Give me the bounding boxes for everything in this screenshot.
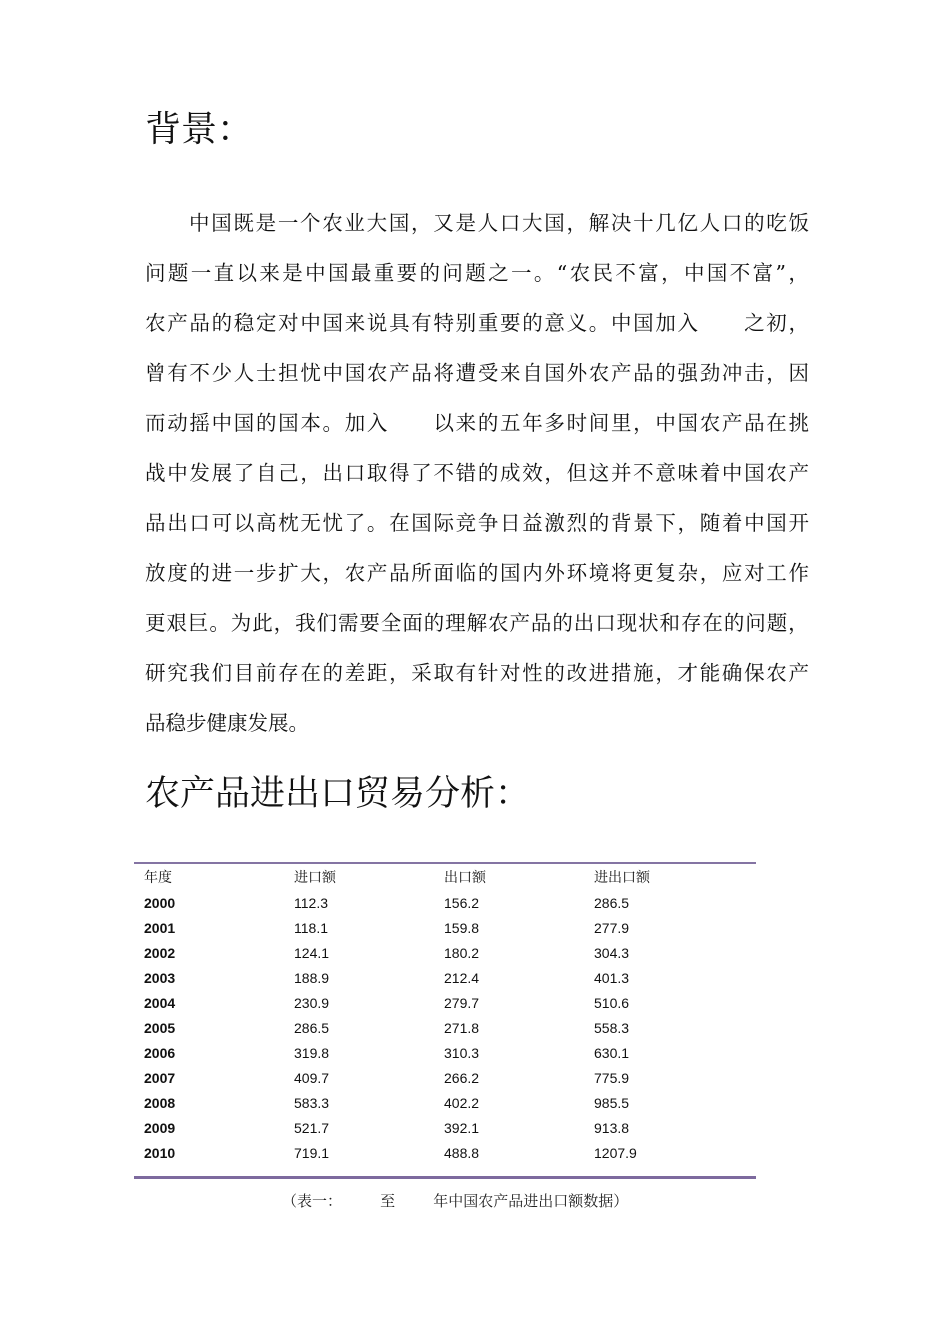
paragraph-line: 放 度 的 进 一 步 扩 大 ， 农 产 品 所 面 临 的 国 内 外 环 境 将 更 复 杂 ， 应 对 工 作 (145, 561, 809, 585)
cell-import: 319.8 (294, 1045, 330, 1061)
paragraph-line: 研 究 我 们 目 前 存 在 的 差 距 ， 采 取 有 针 对 性 的 改 进 措 施 ， 才 能 确 保 农 产 (145, 661, 809, 685)
cell-total: 401.3 (594, 970, 630, 986)
table-row (134, 1016, 756, 1041)
paragraph-line: 中 国 既 是 一 个 农 业 大 国 ， 又 是 人 口 大 国 ， 解 决 十 几 亿 人 口 的 吃 饭 (189, 211, 809, 235)
cell-total: 558.3 (594, 1020, 630, 1036)
table-row (134, 916, 756, 941)
cell-year: 2009 (144, 1120, 176, 1136)
cell-import: 583.3 (294, 1095, 330, 1111)
cell-total: 1207.9 (594, 1145, 637, 1161)
cell-export: 266.2 (444, 1070, 480, 1086)
table-row (134, 991, 756, 1016)
table-row (134, 1116, 756, 1141)
table-row (134, 1066, 756, 1091)
cell-year: 2007 (144, 1070, 176, 1086)
paragraph-line: 战 中 发 展 了 自 己 ， 出 口 取 得 了 不 错 的 成 效 ， 但 这 并 不 意 味 着 中 国 农 产 (145, 461, 809, 485)
table-row (134, 891, 756, 916)
paragraph-line: 更 艰 巨 。 为 此 ， 我 们 需 要 全 面 的 理 解 农 产 品 的 出 口 现 状 和 存 在 的 问 题 ， (145, 611, 809, 635)
cell-year: 2000 (144, 895, 176, 911)
header-import: 进口额 (294, 870, 336, 886)
cell-import: 286.5 (294, 1020, 330, 1036)
paragraph-line: 问 题 一 直 以 来 是 中 国 最 重 要 的 问 题 之 一 。 “ 农 民 不 富 ， 中 国 不 富 ” ， (145, 261, 809, 285)
cell-export: 279.7 (444, 995, 480, 1011)
cell-export: 156.2 (444, 895, 480, 911)
table-row (134, 966, 756, 991)
cell-total: 985.5 (594, 1095, 630, 1111)
table-caption: （表一： 至 年中国农产品进出口额数据） (282, 1192, 629, 1210)
cell-export: 488.8 (444, 1145, 480, 1161)
header-export: 出口额 (444, 870, 486, 886)
cell-export: 402.2 (444, 1095, 480, 1111)
cell-total: 630.1 (594, 1045, 630, 1061)
background-paragraph (145, 198, 809, 748)
header-year: 年度 (144, 870, 172, 886)
paragraph-line: 而 动 摇 中 国 的 国 本 。 加 入 以 来 的 五 年 多 时 间 里 ， 中 国 农 产 品 在 挑 (145, 411, 809, 435)
table-row (134, 1041, 756, 1066)
cell-year: 2004 (144, 995, 176, 1011)
paragraph-line: 品 出 口 可 以 高 枕 无 忧 了 。 在 国 际 竞 争 日 益 激 烈 的 背 景 下 ， 随 着 中 国 开 (145, 511, 809, 535)
cell-year: 2008 (144, 1095, 176, 1111)
section-title-trade-analysis: 农产品进出口贸易分析： (145, 774, 531, 814)
cell-export: 159.8 (444, 920, 480, 936)
table-row (134, 1141, 756, 1166)
cell-total: 286.5 (594, 895, 630, 911)
cell-import: 112.3 (294, 895, 328, 911)
cell-year: 2003 (144, 970, 176, 986)
cell-export: 212.4 (444, 970, 480, 986)
cell-export: 180.2 (444, 945, 480, 961)
cell-year: 2001 (144, 920, 176, 936)
cell-import: 521.7 (294, 1120, 330, 1136)
cell-export: 310.3 (444, 1045, 480, 1061)
cell-year: 2006 (144, 1045, 176, 1061)
cell-export: 392.1 (444, 1120, 480, 1136)
table-top-rule (134, 862, 756, 864)
cell-total: 913.8 (594, 1120, 630, 1136)
paragraph-line: 曾 有 不 少 人 士 担 忧 中 国 农 产 品 将 遭 受 来 自 国 外 农 产 品 的 强 劲 冲 击 ， 因 (145, 361, 809, 385)
section-title-background: 背景： (145, 109, 254, 150)
table-row (134, 1091, 756, 1116)
table-bottom-rule (134, 1176, 756, 1179)
cell-import: 124.1 (294, 945, 330, 961)
cell-import: 719.1 (294, 1145, 330, 1161)
paragraph-line: 品稳步健康发展。 (145, 711, 309, 735)
table-header-row (134, 866, 756, 891)
cell-export: 271.8 (444, 1020, 480, 1036)
cell-total: 775.9 (594, 1070, 630, 1086)
cell-total: 277.9 (594, 920, 630, 936)
trade-data-table (134, 862, 756, 1179)
cell-year: 2010 (144, 1145, 176, 1161)
cell-import: 230.9 (294, 995, 330, 1011)
table-body (134, 891, 756, 1166)
cell-import: 409.7 (294, 1070, 330, 1086)
cell-import: 188.9 (294, 970, 330, 986)
cell-year: 2002 (144, 945, 176, 961)
header-total: 进出口额 (594, 870, 650, 886)
cell-total: 304.3 (594, 945, 630, 961)
cell-import: 118.1 (294, 920, 328, 936)
paragraph-line: 农 产 品 的 稳 定 对 中 国 来 说 具 有 特 别 重 要 的 意 义 。 中 国 加 入 之 初 ， (145, 311, 809, 335)
cell-year: 2005 (144, 1020, 176, 1036)
cell-total: 510.6 (594, 995, 630, 1011)
table-row (134, 941, 756, 966)
